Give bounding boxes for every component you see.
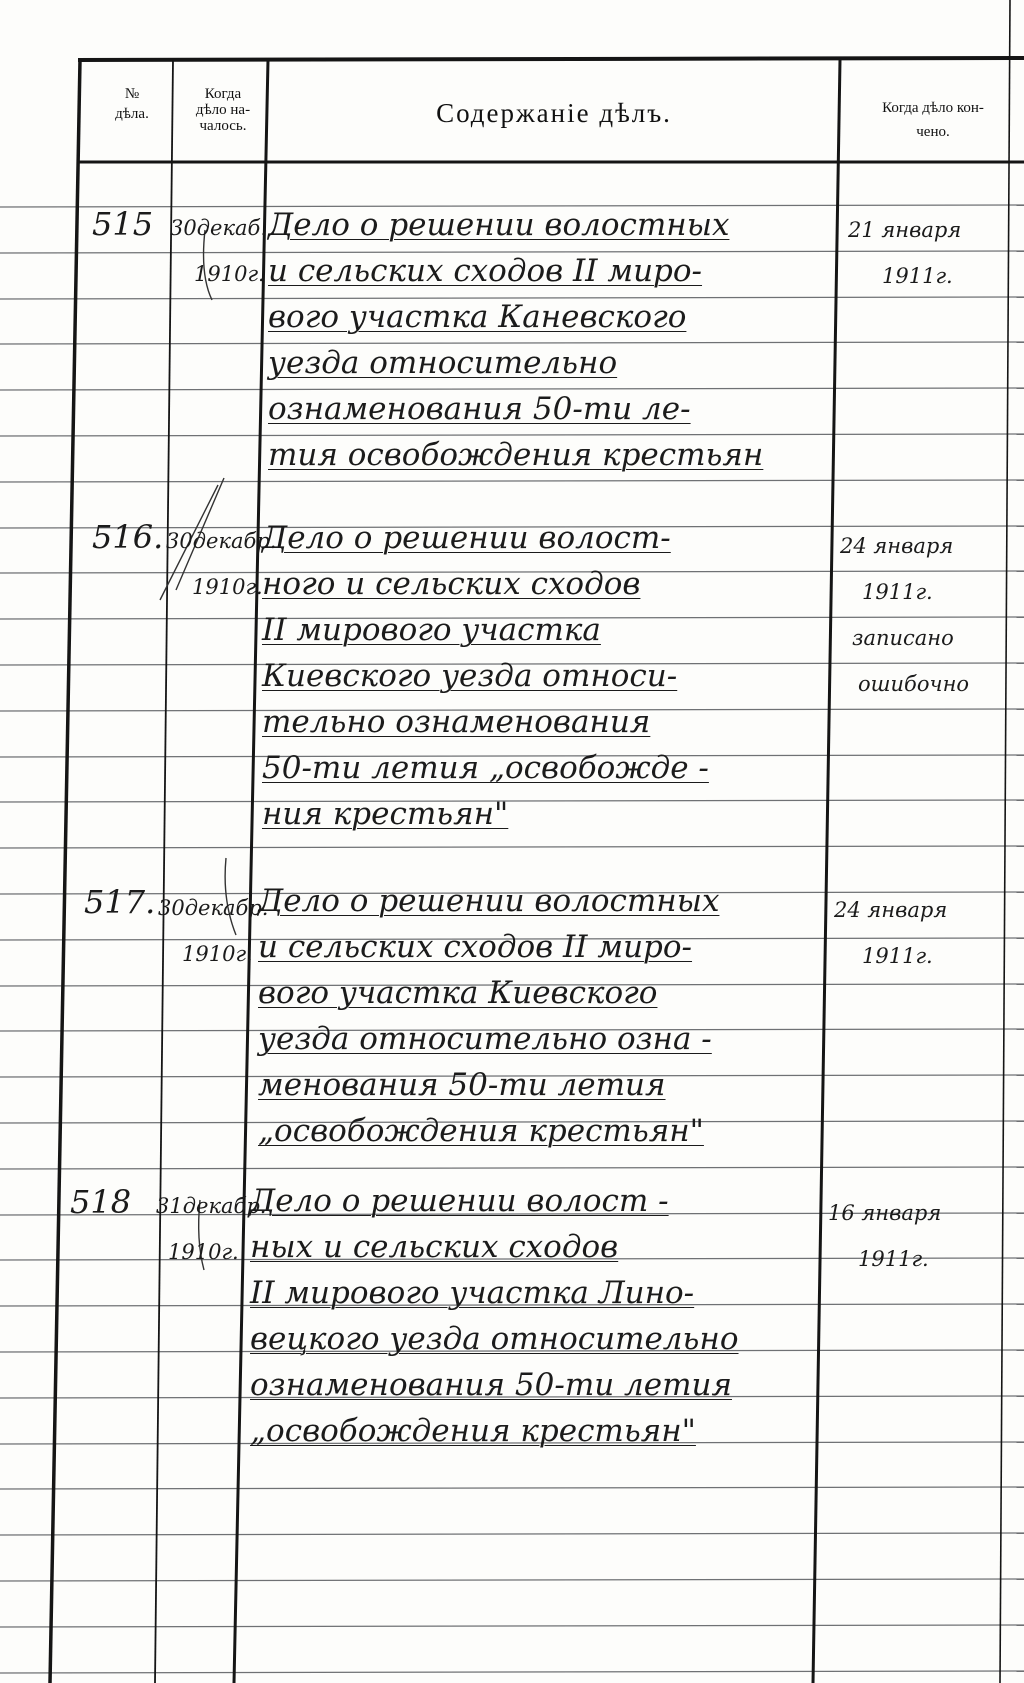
- header-start-line: Когда: [204, 86, 242, 102]
- entry-content: Дело о решении волост - ных и сельских сходов II мирового участка Лино- вецкого уезда относительно ознаменования 50-ти летия „освобождения крестьян": [250, 1183, 739, 1449]
- entry-content: Дело о решении волостных и сельских сходов II миро- вого участка Каневского уезда относительно ознаменования 50-ти ле- тия освобождения крестьян: [268, 207, 764, 473]
- header-no-symbol: №: [124, 86, 140, 102]
- entry-content: Дело о решении волостных и сельских сходов II миро- вого участка Киевского уезда относительно озна - менования 50-ти летия „освобождения крестьян": [258, 883, 720, 1149]
- rule-content-end: [813, 60, 840, 1683]
- entry-end-date: 24 января 1911г.: [834, 898, 948, 968]
- header-start-line: чалось.: [199, 118, 247, 134]
- entry-end-date: 21 января 1911г.: [848, 218, 962, 288]
- rule-number-date: [155, 60, 173, 1683]
- header-end-line: чено.: [916, 124, 950, 140]
- margin-strokes: [160, 230, 236, 1270]
- header-end-line: Когда дѣло кон-: [882, 100, 984, 116]
- entry-end-date: 24 января 1911г. записано ошибочно: [840, 523, 969, 707]
- ruled-line: [0, 1579, 1024, 1581]
- entry-number: 515: [92, 205, 154, 243]
- entry-start-date: 30декабр. 1910г.: [166, 529, 277, 599]
- header-title: Содержаніе дѣлъ.: [436, 98, 672, 128]
- ruled-line: [0, 846, 1024, 848]
- right-border: [1000, 0, 1010, 1683]
- header-start-line: дѣло на-: [195, 102, 251, 118]
- entry-end-date: 16 января 1911г.: [828, 1201, 942, 1271]
- header-no-label: дѣла.: [115, 106, 149, 122]
- entry-note: записано: [852, 626, 954, 650]
- left-border: [50, 60, 80, 1683]
- ruled-line: [0, 480, 1024, 482]
- entry-start-date: 30декабр. 1910г.: [158, 896, 269, 966]
- ruled-line: [0, 1167, 1024, 1169]
- entry-number: 518: [70, 1183, 132, 1221]
- ruled-line: [0, 1671, 1024, 1673]
- ruled-line: [0, 1625, 1024, 1627]
- entry-start-date: 31декабр. 1910г.: [156, 1194, 267, 1264]
- entry-number: 517.: [84, 883, 156, 921]
- ruled-line: [0, 1487, 1024, 1489]
- entry-content: Дело о решении волост- ного и сельских сходов II мирового участка Киевского уезда относи- тельно ознаменования 50-ти летия „освобожде - ния крестьян": [262, 520, 709, 832]
- ruled-line: [0, 1533, 1024, 1535]
- entry-number: 516.: [92, 518, 164, 556]
- entry-start-date: 30декаб. 1910г.: [170, 216, 268, 286]
- entry-note: ошибочно: [858, 672, 970, 696]
- top-border: [78, 58, 1024, 60]
